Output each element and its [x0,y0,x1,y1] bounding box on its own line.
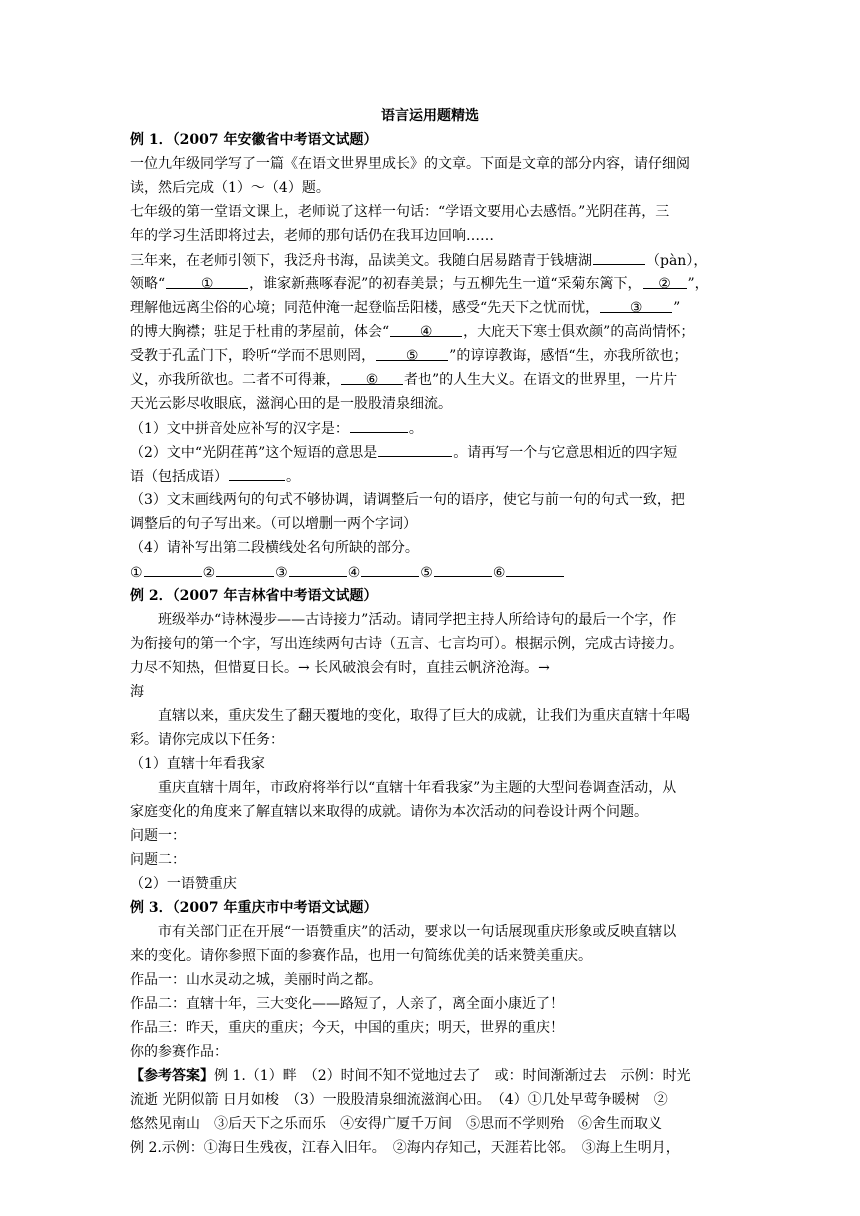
text-segment: ”， [687,276,709,292]
text-segment: 。 [286,469,300,485]
text-segment: 者也”的人生大义。在语文的世界里，一片片 [404,372,678,388]
paragraph-line: 年的学习生活即将过去，老师的那句话仍在我耳边回响…… [130,228,494,244]
answer-blank [144,560,202,577]
fill-blank-6: ⑥ [341,368,403,385]
example-2-heading: 例 2．（2007 年吉林省中考语文试题） [130,588,378,604]
paragraph-line: 班级举办“诗林漫步——古诗接力”活动。请同学把主持人所给诗句的最后一个字，作 [158,612,677,628]
entry-1: 作品一：山水灵动之城，美丽时尚之都。 [130,972,382,988]
task-2: （2）一语赞重庆 [130,876,237,892]
paragraph-line [130,320,694,344]
answer-label: 【参考答案】 [130,1068,214,1084]
question-1 [130,416,423,440]
paragraph-line: 家庭变化的角度来了解直辖以来取得的成就。请你为本次活动的问卷设计两个问题。 [130,804,648,820]
fill-blank-1: ① [166,272,248,289]
question-2-cont [130,464,300,488]
text-segment: 义，亦我所欲也。二者不可得兼， [130,372,340,388]
example-1-heading: 例 1．（2007 年安徽省中考语文试题） [130,132,378,148]
answer-blank [289,560,347,577]
text-segment: 三年来，在老师引领下，我泛舟书海，品读美文。我随白居易踏青于钱塘湖 [130,253,592,269]
entry-3: 作品三：昨天，重庆的重庆；今天，中国的重庆；明天，世界的重庆！ [130,1020,564,1036]
paragraph-line: 海 [130,684,144,700]
fill-blank-4: ④ [390,320,462,337]
blank-label: ⑥ [492,565,506,581]
answer-blank [378,440,452,457]
your-entry: 你的参赛作品： [130,1044,228,1060]
paragraph-line [130,272,709,296]
answer-blank [361,560,419,577]
text-segment: 例 1.（1）畔 （2）时间不知不觉地过去了 或：时间渐渐过去 示例：时光 [214,1068,691,1084]
text-segment: ，大庇天下寒士俱欢颜”的高尚情怀； [463,324,695,340]
question-two: 问题二： [130,852,186,868]
text-segment: 领略“ [130,276,166,292]
question-3-cont: 调整后的句子写出来。（可以增删一两个字词） [130,516,417,532]
fill-blank-2: ② [643,272,687,289]
paragraph-line: 来的变化。请你参照下面的参赛作品，也用一句简练优美的话来赞美重庆。 [130,948,592,964]
text-segment: 。请再写一个与它意思相近的四字短 [453,445,678,461]
paragraph-line: 七年级的第一堂语文课上，老师说了这样一句话：“学语文要用心去感悟。”光阴荏苒，三 [130,204,670,220]
paragraph-line: 为衔接句的第一个字，写出连续两句古诗（五言、七言均可）。根据示例，完成古诗接力。 [130,636,683,652]
paragraph-line: 一位九年级同学写了一篇《在语文世界里成长》的文章。下面是文章的部分内容，请仔细阅 [130,156,690,172]
text-segment: ”的谆谆教诲，感悟“生，亦我所欲也； [449,348,688,364]
answer-blank [216,560,274,577]
page-title: 语言运用题精选 [381,108,479,124]
paragraph-line [130,248,707,272]
paragraph-line [130,296,680,320]
answer-line: 悠然见南山 ③后天下之乐而乐 ④安得广厦千万间 ⑤思而不学则殆 ⑥舍生而取义 [130,1116,662,1132]
answer-blank [229,464,285,481]
task-1: （1）直辖十年看我家 [130,756,265,772]
text-segment: （pàn）， [646,253,708,269]
text-segment: ，谁家新燕啄春泥”的初春美景；与五柳先生一道“采菊东篱下， [249,276,642,292]
paragraph-line: 彩。请你完成以下任务： [130,732,284,748]
paragraph-line [130,344,687,368]
text-segment: ” [673,300,681,316]
answer-line [130,1064,691,1088]
blank-label: ② [202,565,216,581]
paragraph-line: 读，然后完成（1）～（4）题。 [130,180,330,196]
answer-line: 例 2.示例：①海日生残夜，江春入旧年。 ②海内存知己，天涯若比邻。 ③海上生明月， [130,1140,680,1156]
question-2 [130,440,677,464]
answer-blank [434,560,492,577]
example-3-heading: 例 3．（2007 年重庆市中考语文试题） [130,900,378,916]
fill-blank-5: ⑤ [376,344,448,361]
paragraph-line: 市有关部门正在开展“一语赞重庆”的活动，要求以一句话展现重庆形象或反映直辖以 [158,924,677,940]
text-segment: 语（包括成语） [130,469,228,485]
answer-blank [350,416,408,433]
paragraph-line [130,368,677,392]
text-segment: 。 [408,421,423,437]
blank-label: ① [130,565,143,581]
paragraph-line: 力尽不知热，但惜夏日长。→ 长风破浪会有时，直挂云帆济沧海。→ [130,660,550,676]
fill-blank [593,248,645,265]
text-segment: 理解他远离尘俗的心境；同范仲淹一起登临岳阳楼，感受“先天下之忧而忧， [130,300,600,316]
paragraph-line: 天光云影尽收眼底，滋润心田的是一股股清泉细流。 [130,396,452,412]
blank-label: ③ [275,565,288,581]
answer-blank [506,560,564,577]
answer-blanks-row [130,560,565,584]
paragraph-line: 重庆直辖十周年，市政府将举行以“直辖十年看我家”为主题的大型问卷调查活动，从 [158,780,677,796]
question-one: 问题一： [130,828,186,844]
entry-2: 作品二：直辖十年，三大变化——路短了，人亲了，离全面小康近了！ [130,996,564,1012]
question-4: （4）请补写出第二段横线处名句所缺的部分。 [130,540,419,556]
question-3: （3）文末画线两句的句式不够协调，请调整后一句的语序，使它与前一句的句式一致，把 [130,492,685,508]
blank-label: ⑤ [420,565,433,581]
fill-blank-3: ③ [600,296,672,313]
blank-label: ④ [347,565,361,581]
text-segment: 受教于孔孟门下，聆听“学而不思则罔， [130,348,376,364]
text-segment: 的博大胸襟；驻足于杜甫的茅屋前，体会“ [130,324,390,340]
paragraph-line: 直辖以来，重庆发生了翻天覆地的变化，取得了巨大的成就，让我们为重庆直辖十年喝 [158,708,690,724]
answer-line: 流逝 光阴似箭 日月如梭 （3）一股股清泉细流滋润心田。 （4）①几处早莺争暖树 ② [130,1092,668,1108]
text-segment: （2）文中“光阴荏苒”这个短语的意思是 [130,445,378,461]
text-segment: （1）文中拼音处应补写的汉字是： [130,421,349,437]
